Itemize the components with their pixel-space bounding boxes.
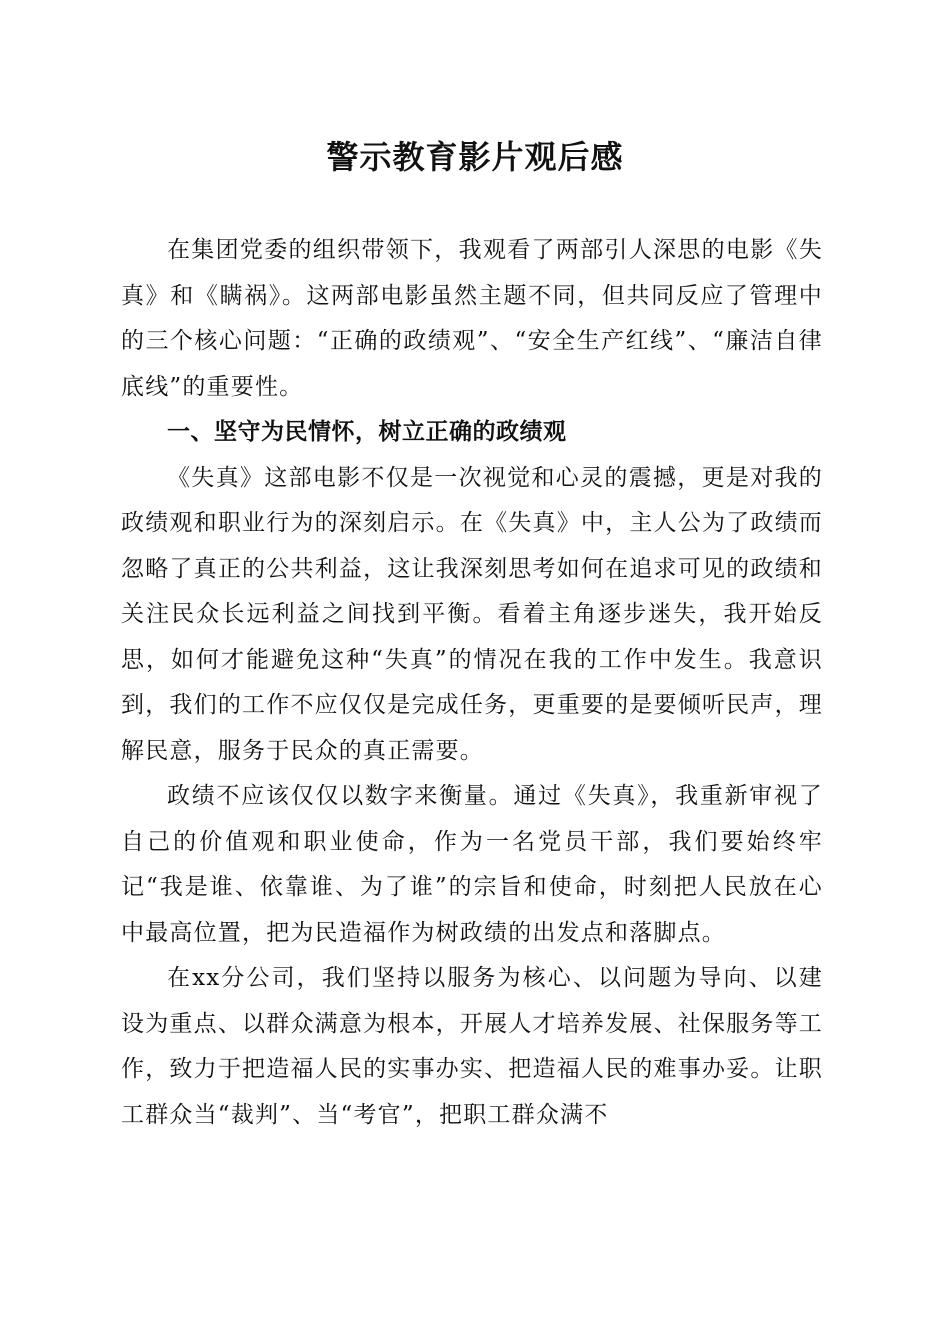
paragraph-political-achievement: 政绩不应该仅仅以数字来衡量。通过《失真》，我重新审视了自己的价值观和职业使命，作为一名党员干部，我们要始终牢记“我是谁、依靠谁、为了谁”的宗旨和使命，时刻把人民放在心中最高位置，把为民造福作为树政绩的出发点和落脚点。: [121, 783, 823, 946]
document-body: [121, 228, 823, 1138]
section-heading-1: 一、坚守为民情怀，树立正确的政绩观: [167, 419, 567, 445]
paragraph-shizhen-reflection: 《失真》这部电影不仅是一次视觉和心灵的震撼，更是对我的政绩观和职业行为的深刻启示。在《失真》中，主人公为了政绩而忽略了真正的公共利益，这让我深刻思考如何在追求可见的政绩和关注民众长远利益之间找到平衡。看着主角逐步迷失，我开始反思，如何才能避免这种“失真”的情况在我的工作中发生。我意识到，我们的工作不应仅仅是完成任务，更重要的是要倾听民声，理解民意，服务于民众的真正需要。: [121, 464, 823, 764]
document-title: 警示教育影片观后感: [326, 138, 624, 176]
paragraph-intro: 在集团党委的组织带领下，我观看了两部引人深思的电影《失真》和《瞒祸》。这两部电影虽然主题不同，但共同反应了管理中的三个核心问题：“正确的政绩观”、“安全生产红线”、“廉洁自律底线”的重要性。: [121, 237, 823, 400]
paragraph-branch-practice: 在xx分公司，我们坚持以服务为核心、以问题为导向、以建设为重点、以群众满意为根本，开展人才培养发展、社保服务等工作，致力于把造福人民的实事办实、把造福人民的难事办妥。让职工群众当“裁判”、当“考官”，把职工群众满不: [121, 965, 823, 1128]
